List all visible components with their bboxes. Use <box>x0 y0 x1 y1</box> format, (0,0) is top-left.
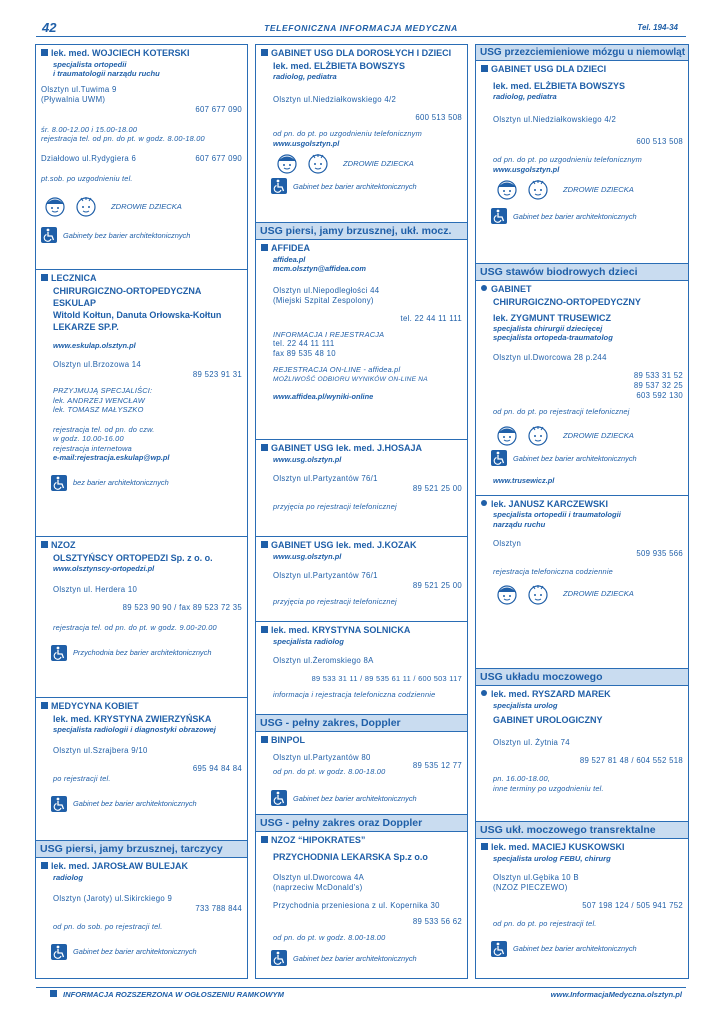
category-band: USG przezciemieniowe mózgu u niemowląt <box>476 45 688 61</box>
doctor-name: lek. med. KRYSTYNA SOLNICKA <box>271 625 411 635</box>
online-results-info: MOŻLIWOŚĆ ODBIORU WYNIKÓW ON-LINE NA <box>273 375 428 383</box>
bullet-dot-icon <box>481 690 487 696</box>
accessibility-note <box>481 208 683 224</box>
registration-info: przyjęcia po rejestracji telefonicznej <box>273 597 397 606</box>
clinic-name: ESKULAP <box>53 297 97 308</box>
website-link[interactable]: www.usgolsztyn.pl <box>493 164 560 174</box>
listing-affidea <box>256 223 467 440</box>
address: Olsztyn <box>493 539 522 548</box>
hours: śr. 8.00-12.00 i 15.00-18.00 <box>41 124 138 134</box>
accessibility-note <box>41 475 242 491</box>
specialty: radiolog, pediatra <box>493 91 557 101</box>
accessibility-text: Gabinet bez barier architektonicznych <box>293 953 417 963</box>
address: Olsztyn ul.Gębika 10 B <box>493 873 579 882</box>
bullet-square-icon <box>41 541 48 548</box>
accessibility-text: Gabinet bez barier architektonicznych <box>513 453 637 463</box>
clinic-name: AFFIDEA <box>271 243 310 253</box>
clinic-name: OLSZTYŃSCY ORTOPEDZI Sp. z o. o. <box>53 552 213 563</box>
accessibility-note <box>261 950 462 966</box>
registration-info: przyjęcia po rejestracji telefonicznej <box>273 502 397 511</box>
bullet-dot-icon <box>481 500 487 506</box>
address: Olsztyn ul.Partyzantów 76/1 <box>273 571 378 580</box>
accessibility-text: Przychodnia bez barier architektonicznych <box>73 648 212 657</box>
specialty: specjalista urolog <box>493 700 558 710</box>
address: Olsztyn ul.Niedziałkowskiego 4/2 <box>493 115 617 124</box>
wheelchair-icon <box>271 178 287 194</box>
registration-info: od pn. do pt. po uzgodnieniu telefonicznym <box>273 129 422 138</box>
kids-health-badge <box>41 195 242 217</box>
doctor-name: lek. med. JAROSŁAW BULEJAK <box>51 861 189 871</box>
address: Olsztyn ul.Szrajbera 9/10 <box>53 746 148 755</box>
address: (naprzeciw McDonald's) <box>273 882 363 892</box>
phone[interactable]: 89 537 32 25 <box>633 380 683 390</box>
phone[interactable]: 89 523 91 31 <box>192 370 242 379</box>
registration-info: od pn. do sob. po rejestracji tel. <box>53 922 163 931</box>
phone[interactable]: 600 513 508 <box>636 137 683 146</box>
fax: fax 89 535 48 10 <box>273 349 336 358</box>
listing-medycyna-kobiet <box>36 701 247 841</box>
registration-info: informacja i rejestracja telefoniczna codziennie <box>273 690 436 699</box>
accessibility-note <box>261 790 462 806</box>
registration-info: rejestracja telefoniczna codziennie <box>493 567 613 576</box>
listing-solnicka <box>256 625 467 715</box>
website-link[interactable]: www.eskulap.olsztyn.pl <box>53 340 136 350</box>
bullet-square-icon <box>41 274 48 281</box>
registration-info: w godz. 10.00-16.00 <box>53 434 124 443</box>
accessibility-text: Gabinet bez barier architektonicznych <box>293 181 417 191</box>
hours: pt.sob. po uzgodnieniu tel. <box>41 173 133 183</box>
accessibility-note <box>481 450 683 466</box>
wheelchair-icon <box>271 790 287 806</box>
specialty: specjalista ortopedii i traumatologii <box>493 510 621 519</box>
bullet-square-icon <box>261 444 268 451</box>
address: Olsztyn ul.Partyzantów 76/1 <box>273 474 378 483</box>
wheelchair-icon <box>271 950 287 966</box>
address: (Miejski Szpital Zespolony) <box>273 295 374 305</box>
info-heading: INFORMACJA I REJESTRACJA <box>273 329 385 339</box>
registration-info: rejestracja tel. od pn. do czw. <box>53 424 155 434</box>
phone[interactable]: 695 94 84 84 <box>192 764 242 773</box>
hours: pn. 16.00-18.00, <box>493 774 551 783</box>
email-link[interactable]: e-mail:rejestracja.eskulap@wp.pl <box>53 453 170 462</box>
bullet-square-icon <box>261 244 268 251</box>
website-link[interactable]: www.olsztynscy-ortopedzi.pl <box>53 563 155 573</box>
accessibility-text: Gabinet bez barier architektonicznych <box>293 793 417 803</box>
wheelchair-icon <box>51 944 67 960</box>
accessibility-text: Gabinet bez barier architektonicznych <box>73 799 197 808</box>
section-usg-piersi-tarczycy <box>36 841 247 979</box>
doctor-name: lek. ZYGMUNT TRUSEWICZ <box>493 312 612 323</box>
specialty: specjalista ortopedii <box>53 59 127 69</box>
phone[interactable]: 89 533 56 62 <box>412 916 462 926</box>
address: Działdowo ul.Rydygiera 6 <box>41 153 137 163</box>
accessibility-note <box>41 645 242 661</box>
registration-info: od pn. do pt. po uzgodnieniu telefonicznym <box>493 155 642 164</box>
kids-faces-icon <box>41 195 103 217</box>
wheelchair-icon <box>491 208 507 224</box>
listing-bowszys-adults <box>256 48 467 223</box>
page-footer <box>36 987 686 1000</box>
specialty: narządu ruchu <box>493 519 546 529</box>
clinic-name: LEKARZE SP.P. <box>53 321 119 332</box>
address: Olsztyn ul.Dworcowa 4A <box>273 872 365 882</box>
address: (Pływalnia UWM) <box>41 94 106 104</box>
bullet-square-icon <box>261 626 268 633</box>
kids-health-label: ZDROWIE DZIECKA <box>563 589 634 598</box>
specialty: specjalista radiolog <box>273 636 344 646</box>
specialists-heading: PRZYJMUJĄ SPECJALIŚCI: <box>53 386 153 395</box>
doctor-name: lek. med. ELŻBIETA BOWSZYS <box>493 80 626 91</box>
phone[interactable]: 89 521 25 00 <box>412 581 462 590</box>
specialist: lek. ANDRZEJ WENCŁAW <box>53 395 145 405</box>
accessibility-note <box>481 941 683 957</box>
category-band: USG piersi, jamy brzusznej, ukł. mocz. <box>256 223 467 240</box>
website-link[interactable]: www.affidea.pl/wyniki-online <box>273 392 374 401</box>
page-header <box>36 22 686 37</box>
listing-hosaja <box>256 443 467 537</box>
specialty: specjalista radiologii i diagnostyki obrazowej <box>53 724 216 734</box>
section-usg-stawow <box>476 264 688 668</box>
phone[interactable]: 733 788 844 <box>195 904 242 913</box>
bullet-square-icon <box>261 836 268 843</box>
footer-website-link[interactable]: www.InformacjaMedyczna.olsztyn.pl <box>550 990 682 999</box>
section-usg-mozgu <box>476 45 688 264</box>
bullet-square-icon <box>261 541 268 548</box>
bullet-square-icon <box>481 65 488 72</box>
hours: inne terminy po uzgodnieniu tel. <box>493 783 604 793</box>
address-note: Przychodnia przeniesiona z ul. Kopernika 30 <box>273 900 440 910</box>
clinic-name: GABINET USG DLA DOROSŁYCH I DZIECI <box>271 48 452 58</box>
specialty: i traumatologii narządu ruchu <box>53 69 160 78</box>
clinic-name: GABINET <box>491 284 532 294</box>
kids-health-label: ZDROWIE DZIECKA <box>563 430 634 440</box>
kids-health-badge <box>481 424 683 446</box>
kids-faces-icon <box>493 424 555 446</box>
wheelchair-icon <box>51 475 67 491</box>
doctor-name: lek. med. RYSZARD MAREK <box>491 689 611 699</box>
category-band: USG układu moczowego <box>476 669 688 686</box>
accessibility-text: Gabinet bez barier architektonicznych <box>73 947 197 956</box>
phone[interactable]: 607 677 090 <box>195 104 242 114</box>
bullet-square-icon <box>481 843 488 850</box>
wheelchair-icon <box>41 227 57 243</box>
accessibility-text: Gabinet bez barier architektonicznych <box>513 211 637 221</box>
kids-faces-icon <box>493 583 555 605</box>
online-registration[interactable]: REJESTRACJA ON-LINE - affidea.pl <box>273 365 401 374</box>
category-band: USG - pełny zakres oraz Doppler <box>256 815 467 832</box>
clinic-name: BINPOL <box>271 735 306 745</box>
doctor-name: lek. JANUSZ KARCZEWSKI <box>491 498 609 509</box>
address: Olsztyn ul.Niepodległości 44 <box>273 285 380 295</box>
registration-info: rejestracja tel. od pn. do pt. w godz. 9.00-20.00 <box>53 623 217 632</box>
bullet-square-icon <box>50 990 57 997</box>
doctor-name: lek. med. KRYSTYNA ZWIERZYŃSKA <box>53 713 212 724</box>
address: Olsztyn ul.Brzozowa 14 <box>53 360 142 369</box>
doctor-name: lek. med. ELŻBIETA BOWSZYS <box>273 60 406 71</box>
address: Olsztyn ul.Żeromskiego 8A <box>273 656 374 665</box>
clinic-name: NZOZ <box>51 540 76 550</box>
specialty: specjalista urolog FEBU, chirurg <box>493 853 611 863</box>
kids-faces-icon <box>493 178 555 200</box>
doctor-name: lek. med. MACIEJ KUSKOWSKI <box>491 842 625 852</box>
phone[interactable]: 603 592 130 <box>636 390 683 400</box>
listing-olsztynscy-ortopedzi <box>36 540 247 698</box>
address: Olsztyn ul. Żytnia 74 <box>493 738 570 747</box>
website-link[interactable]: www.usg.olsztyn.pl <box>273 551 342 561</box>
kids-health-badge <box>481 178 683 200</box>
doctor-name: lek. med. WOJCIECH KOTERSKI <box>51 48 190 58</box>
phone[interactable]: 89 533 31 52 <box>633 370 683 380</box>
registration-info: po rejestracji tel. <box>53 774 111 783</box>
website-link[interactable]: www.usg.olsztyn.pl <box>273 454 342 464</box>
column-3 <box>475 44 689 979</box>
category-band: USG ukł. moczowego transrektalne <box>476 822 688 839</box>
website-link[interactable]: www.trusewicz.pl <box>493 476 555 485</box>
page-number: 42 <box>42 20 57 35</box>
address: Olsztyn ul.Tuwima 9 <box>41 84 117 94</box>
specialty: radiolog <box>53 872 83 882</box>
phone[interactable]: 600 513 508 <box>415 113 462 122</box>
kids-health-label: ZDROWIE DZIECKA <box>111 201 182 211</box>
listing-eskulap <box>36 273 247 537</box>
address: Olsztyn ul.Niedziałkowskiego 4/2 <box>273 95 397 104</box>
bullet-dot-icon <box>481 285 487 291</box>
website-link[interactable]: www.usgolsztyn.pl <box>273 138 340 148</box>
listing-koterski <box>36 48 247 270</box>
address: Olsztyn (Jaroty) ul.Sikirckiego 9 <box>53 894 173 903</box>
category-band: USG piersi, jamy brzusznej, tarczycy <box>36 841 247 858</box>
accessibility-text: Gabinety bez barier architektonicznych <box>63 230 191 240</box>
hours: rejestracja tel. od pn. do pt. w godz. 8.00-18.00 <box>41 134 205 143</box>
clinic-name: GABINET USG lek. med. J.KOZAK <box>271 540 417 550</box>
wheelchair-icon <box>51 796 67 812</box>
accessibility-note <box>41 944 242 960</box>
registration-info: od pn. do pt. po rejestracji tel. <box>493 919 597 928</box>
section-usg-doppler <box>256 715 467 815</box>
specialty: specjalista chirurgii dziecięcej <box>493 323 603 333</box>
kids-health-badge <box>261 152 462 174</box>
footer-note: INFORMACJA ROZSZERZONA W OGŁOSZENIU RAMKOWYM <box>63 990 284 999</box>
kids-health-label: ZDROWIE DZIECKA <box>343 158 414 168</box>
clinic-name: NZOZ “HIPOKRATES” <box>271 835 366 845</box>
header-phone: Tel. 194-34 <box>637 23 678 32</box>
clinic-name: GABINET USG DLA DZIECI <box>491 64 607 74</box>
specialty: radiolog, pediatra <box>273 71 337 81</box>
phone[interactable]: tel. 22 44 11 111 <box>400 313 462 323</box>
address: Olsztyn ul.Dworcowa 28 p.244 <box>493 352 607 362</box>
bullet-square-icon <box>261 49 268 56</box>
website-link[interactable]: affidea.pl <box>273 254 306 264</box>
doctor-names: Witold Kołtun, Danuta Orłowska-Kołtun <box>53 309 222 320</box>
wheelchair-icon <box>51 645 67 661</box>
registration-info: od pn. do pt. po rejestracji telefonicznej <box>493 406 630 416</box>
clinic-name: PRZYCHODNIA LEKARSKA Sp.z o.o <box>273 851 428 862</box>
wheelchair-icon <box>491 941 507 957</box>
clinic-name: CHIRURGICZNO-ORTOPEDYCZNY <box>493 296 641 307</box>
phone[interactable]: 89 521 25 00 <box>412 484 462 493</box>
wheelchair-icon <box>491 450 507 466</box>
accessibility-note <box>41 227 242 243</box>
accessibility-text: bez barier architektonicznych <box>73 478 169 487</box>
category-band: USG stawów biodrowych dzieci <box>476 264 688 281</box>
hours: od pn. do pt. w godz. 8.00-18.00 <box>273 766 386 776</box>
phone[interactable]: tel. 22 44 11 111 <box>273 339 335 348</box>
section-usg-doppler-full <box>256 815 467 979</box>
page-title: TELEFONICZNA INFORMACJA MEDYCZNA <box>264 23 458 33</box>
section-usg-ukladu-moczowego <box>476 668 688 822</box>
column-2 <box>255 44 468 979</box>
phone[interactable]: 607 677 090 <box>195 153 242 163</box>
address: (NZOZ PIECZEWO) <box>493 883 568 892</box>
phone[interactable]: 89 527 81 48 / 604 552 518 <box>579 756 683 765</box>
clinic-name: MEDYCYNA KOBIET <box>51 701 139 711</box>
registration-info: rejestracja internetowa <box>53 443 132 453</box>
address: Olsztyn ul.Partyzantów 80 <box>273 752 371 762</box>
column-1 <box>35 44 248 979</box>
category-band: USG - pełny zakres, Doppler <box>256 715 467 732</box>
address: Olsztyn ul. Herdera 10 <box>53 585 138 594</box>
bullet-square-icon <box>41 702 48 709</box>
specialist: lek. TOMASZ MAŁYSZKO <box>53 405 144 414</box>
clinic-name: GABINET USG lek. med. J.HOSAJA <box>271 443 423 453</box>
listing-kozak <box>256 540 467 622</box>
clinic-name: LECZNICA <box>51 273 97 283</box>
hours: od pn. do pt. w godz. 8.00-18.00 <box>273 932 386 942</box>
section-usg-transrektalne <box>476 822 688 979</box>
email-link[interactable]: mcm.olsztyn@affidea.com <box>273 264 366 273</box>
phone[interactable]: 89 535 12 77 <box>412 760 462 770</box>
clinic-name: CHIRURGICZNO-ORTOPEDYCZNA <box>53 285 202 296</box>
phone[interactable]: 509 935 566 <box>636 549 683 558</box>
accessibility-note <box>41 796 242 812</box>
bullet-square-icon <box>41 862 48 869</box>
bullet-square-icon <box>41 49 48 56</box>
phone[interactable]: 507 198 124 / 505 941 752 <box>582 901 683 910</box>
accessibility-note <box>261 178 462 194</box>
kids-faces-icon <box>273 152 335 174</box>
phone[interactable]: 89 523 90 90 / fax 89 523 72 35 <box>122 603 242 612</box>
specialty: specjalista ortopeda-traumatolog <box>493 333 613 342</box>
kids-health-badge <box>481 583 683 605</box>
clinic-name: GABINET UROLOGICZNY <box>493 715 603 725</box>
bullet-square-icon <box>261 736 268 743</box>
kids-health-label: ZDROWIE DZIECKA <box>563 184 634 194</box>
accessibility-text: Gabinet bez barier architektonicznych <box>513 944 637 953</box>
phone[interactable]: 89 533 31 11 / 89 535 61 11 / 600 503 117 <box>311 674 462 683</box>
